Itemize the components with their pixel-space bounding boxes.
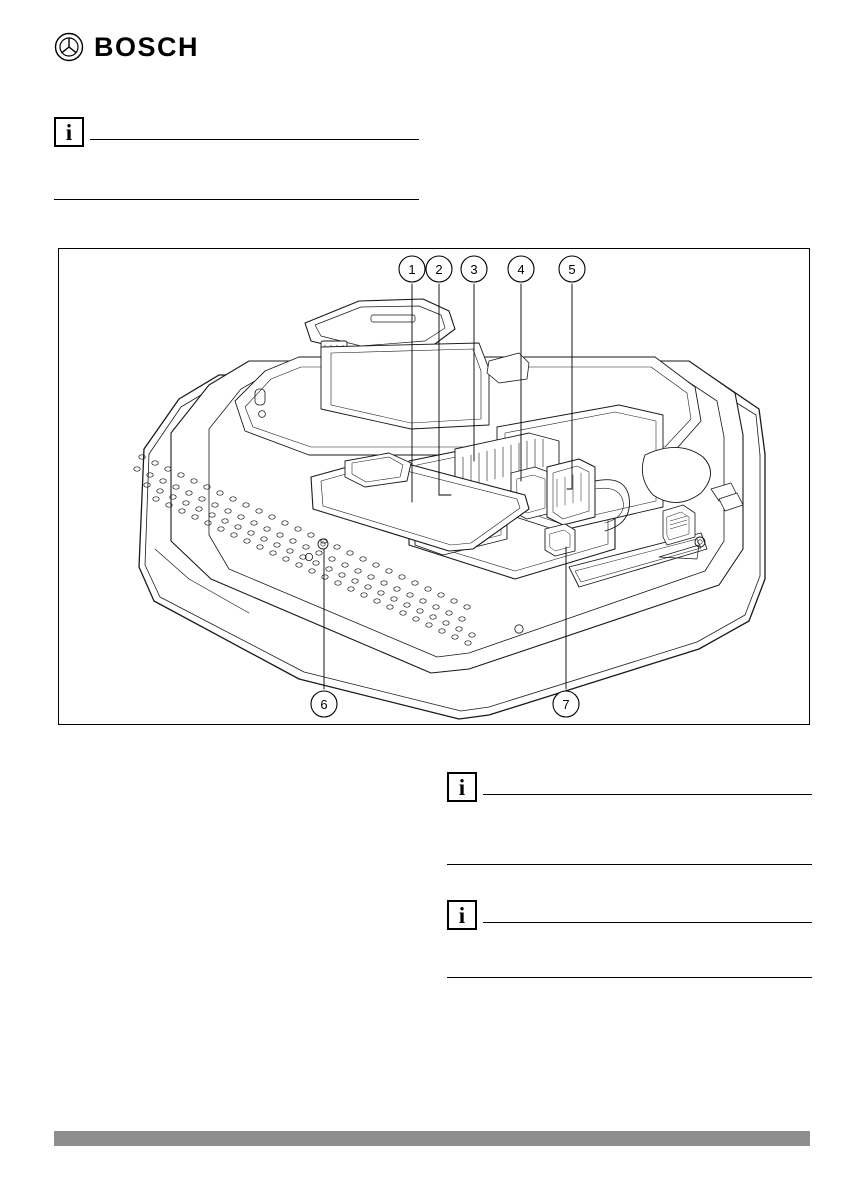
callout-7	[553, 691, 579, 717]
callout-2	[426, 256, 452, 282]
note-rule-bottom	[447, 977, 812, 978]
note-rule-top	[483, 794, 812, 795]
note-rule-bottom	[54, 199, 419, 200]
info-note-right-lower	[447, 900, 812, 985]
callout-label: 2	[435, 262, 443, 277]
info-icon: i	[447, 900, 477, 930]
callout-1	[399, 256, 425, 282]
callout-label: 5	[568, 262, 576, 277]
footer-bar	[54, 1131, 810, 1146]
note-rule-top	[90, 139, 419, 140]
note-rule-bottom	[447, 864, 812, 865]
callout-3	[461, 256, 487, 282]
callout-4	[508, 256, 534, 282]
callout-5	[559, 256, 585, 282]
callout-label: 1	[408, 262, 416, 277]
info-icon: i	[54, 117, 84, 147]
control-panel-interior-diagram	[58, 248, 810, 725]
brand-name: BOSCH	[94, 31, 200, 62]
info-note-right-upper	[447, 772, 812, 872]
info-note-top	[54, 117, 419, 207]
info-icon: i	[447, 772, 477, 802]
callout-label: 4	[517, 262, 525, 277]
note-rule-top	[483, 922, 812, 923]
brand-header	[54, 32, 199, 62]
callout-label: 3	[470, 262, 478, 277]
callout-label: 7	[562, 697, 570, 712]
callout-label: 6	[320, 697, 328, 712]
bosch-anchor-icon	[54, 32, 84, 62]
callout-6	[311, 691, 337, 717]
diagram-svg	[59, 249, 809, 724]
